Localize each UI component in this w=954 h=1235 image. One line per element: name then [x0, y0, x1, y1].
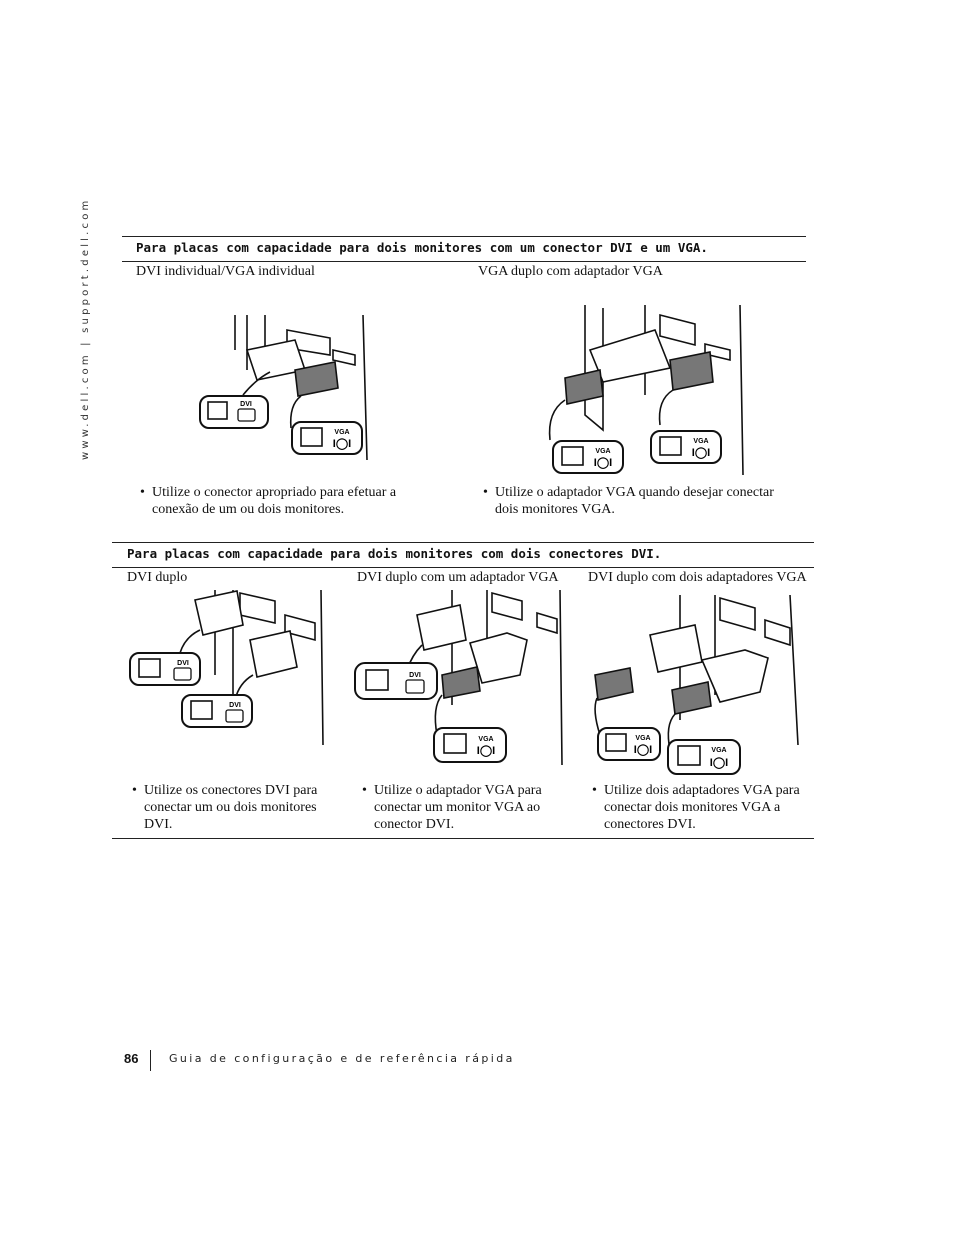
page-number: 86 — [124, 1051, 139, 1066]
figure-dual-dvi-two-vga — [590, 590, 802, 778]
bullet-text: Utilize o adaptador VGA quando desejar conectar dois monitores VGA. — [495, 485, 774, 517]
monitor-icon — [355, 663, 437, 699]
monitor-icon — [651, 431, 721, 463]
section2-top-rule — [112, 542, 814, 543]
section2-col3-caption: DVI duplo com dois adaptadores VGA — [588, 570, 807, 585]
bullet-text: Utilize dois adaptadores VGA para conectar dois monitores VGA a conectores DVI. — [604, 783, 800, 832]
figure-dual-dvi — [125, 585, 325, 745]
svg-text:I◯I: I◯I — [593, 457, 613, 469]
figure-dual-vga-adapter — [545, 300, 745, 480]
footer-title: Guia de configuração e de referência rápida — [169, 1052, 515, 1065]
svg-text:I◯I: I◯I — [709, 757, 729, 769]
svg-text:VGA: VGA — [478, 736, 494, 743]
section2-col3-bullet: • Utilize dois adaptadores VGA para conectar dois monitores VGA a conectores DVI. — [592, 783, 800, 832]
sidebar-url: www.dell.com | support.dell.com — [80, 197, 91, 460]
monitor-icon — [200, 396, 268, 428]
svg-text:DVI: DVI — [229, 702, 241, 709]
svg-text:I◯I: I◯I — [332, 438, 352, 450]
svg-text:I◯I: I◯I — [476, 745, 496, 757]
bullet-text: Utilize o conector apropriado para efetuar a conexão de um ou dois monitores. — [152, 485, 397, 517]
svg-text:VGA: VGA — [711, 747, 727, 754]
section2-col2-bullet: • Utilize o adaptador VGA para conectar um monitor VGA ao conector DVI. — [362, 783, 542, 832]
svg-text:VGA: VGA — [595, 448, 611, 455]
monitor-icon — [553, 441, 623, 473]
svg-text:VGA: VGA — [635, 735, 651, 742]
monitor-icon — [668, 740, 740, 774]
monitor-icon — [434, 728, 506, 762]
monitor-icon — [292, 422, 362, 454]
section1-col1-bullet: • Utilize o conector apropriado para efetuar a conexão de um ou dois monitores. — [140, 485, 397, 517]
svg-text:VGA: VGA — [693, 438, 709, 445]
section2-bottom-rule — [112, 838, 814, 839]
section1-col2-caption: VGA duplo com adaptador VGA — [478, 264, 663, 279]
footer-divider — [150, 1050, 151, 1071]
section2-col1-bullet: • Utilize os conectores DVI para conectar um ou dois monitores DVI. — [132, 783, 318, 832]
section2-header: Para placas com capacidade para dois monitores com dois conectores DVI. — [127, 546, 662, 561]
svg-text:DVI: DVI — [409, 672, 421, 679]
section1-col1-caption: DVI individual/VGA individual — [136, 264, 315, 279]
svg-text:I◯I: I◯I — [691, 447, 711, 459]
figure-dual-dvi-one-vga — [352, 585, 564, 765]
bullet-text: Utilize o adaptador VGA para conectar um monitor VGA ao conector DVI. — [374, 783, 542, 832]
monitor-icon — [598, 728, 660, 760]
monitor-icon — [130, 653, 200, 685]
section2-col2-caption: DVI duplo com um adaptador VGA — [357, 570, 559, 585]
svg-text:I◯I: I◯I — [633, 744, 653, 756]
section2-header-rule — [112, 567, 814, 568]
bullet-text: Utilize os conectores DVI para conectar um ou dois monitores DVI. — [144, 783, 318, 832]
svg-text:DVI: DVI — [177, 660, 189, 667]
monitor-icon — [182, 695, 252, 727]
section1-header: Para placas com capacidade para dois monitores com um conector DVI e um VGA. — [136, 240, 708, 255]
svg-text:VGA: VGA — [334, 429, 350, 436]
section1-col2-bullet: • Utilize o adaptador VGA quando desejar conectar dois monitores VGA. — [483, 485, 774, 517]
svg-text:DVI: DVI — [240, 401, 252, 408]
section1-header-rule — [122, 261, 806, 262]
section1-top-rule — [122, 236, 806, 237]
section2-col1-caption: DVI duplo — [127, 570, 188, 585]
figure-dvi-vga-single — [195, 310, 375, 470]
